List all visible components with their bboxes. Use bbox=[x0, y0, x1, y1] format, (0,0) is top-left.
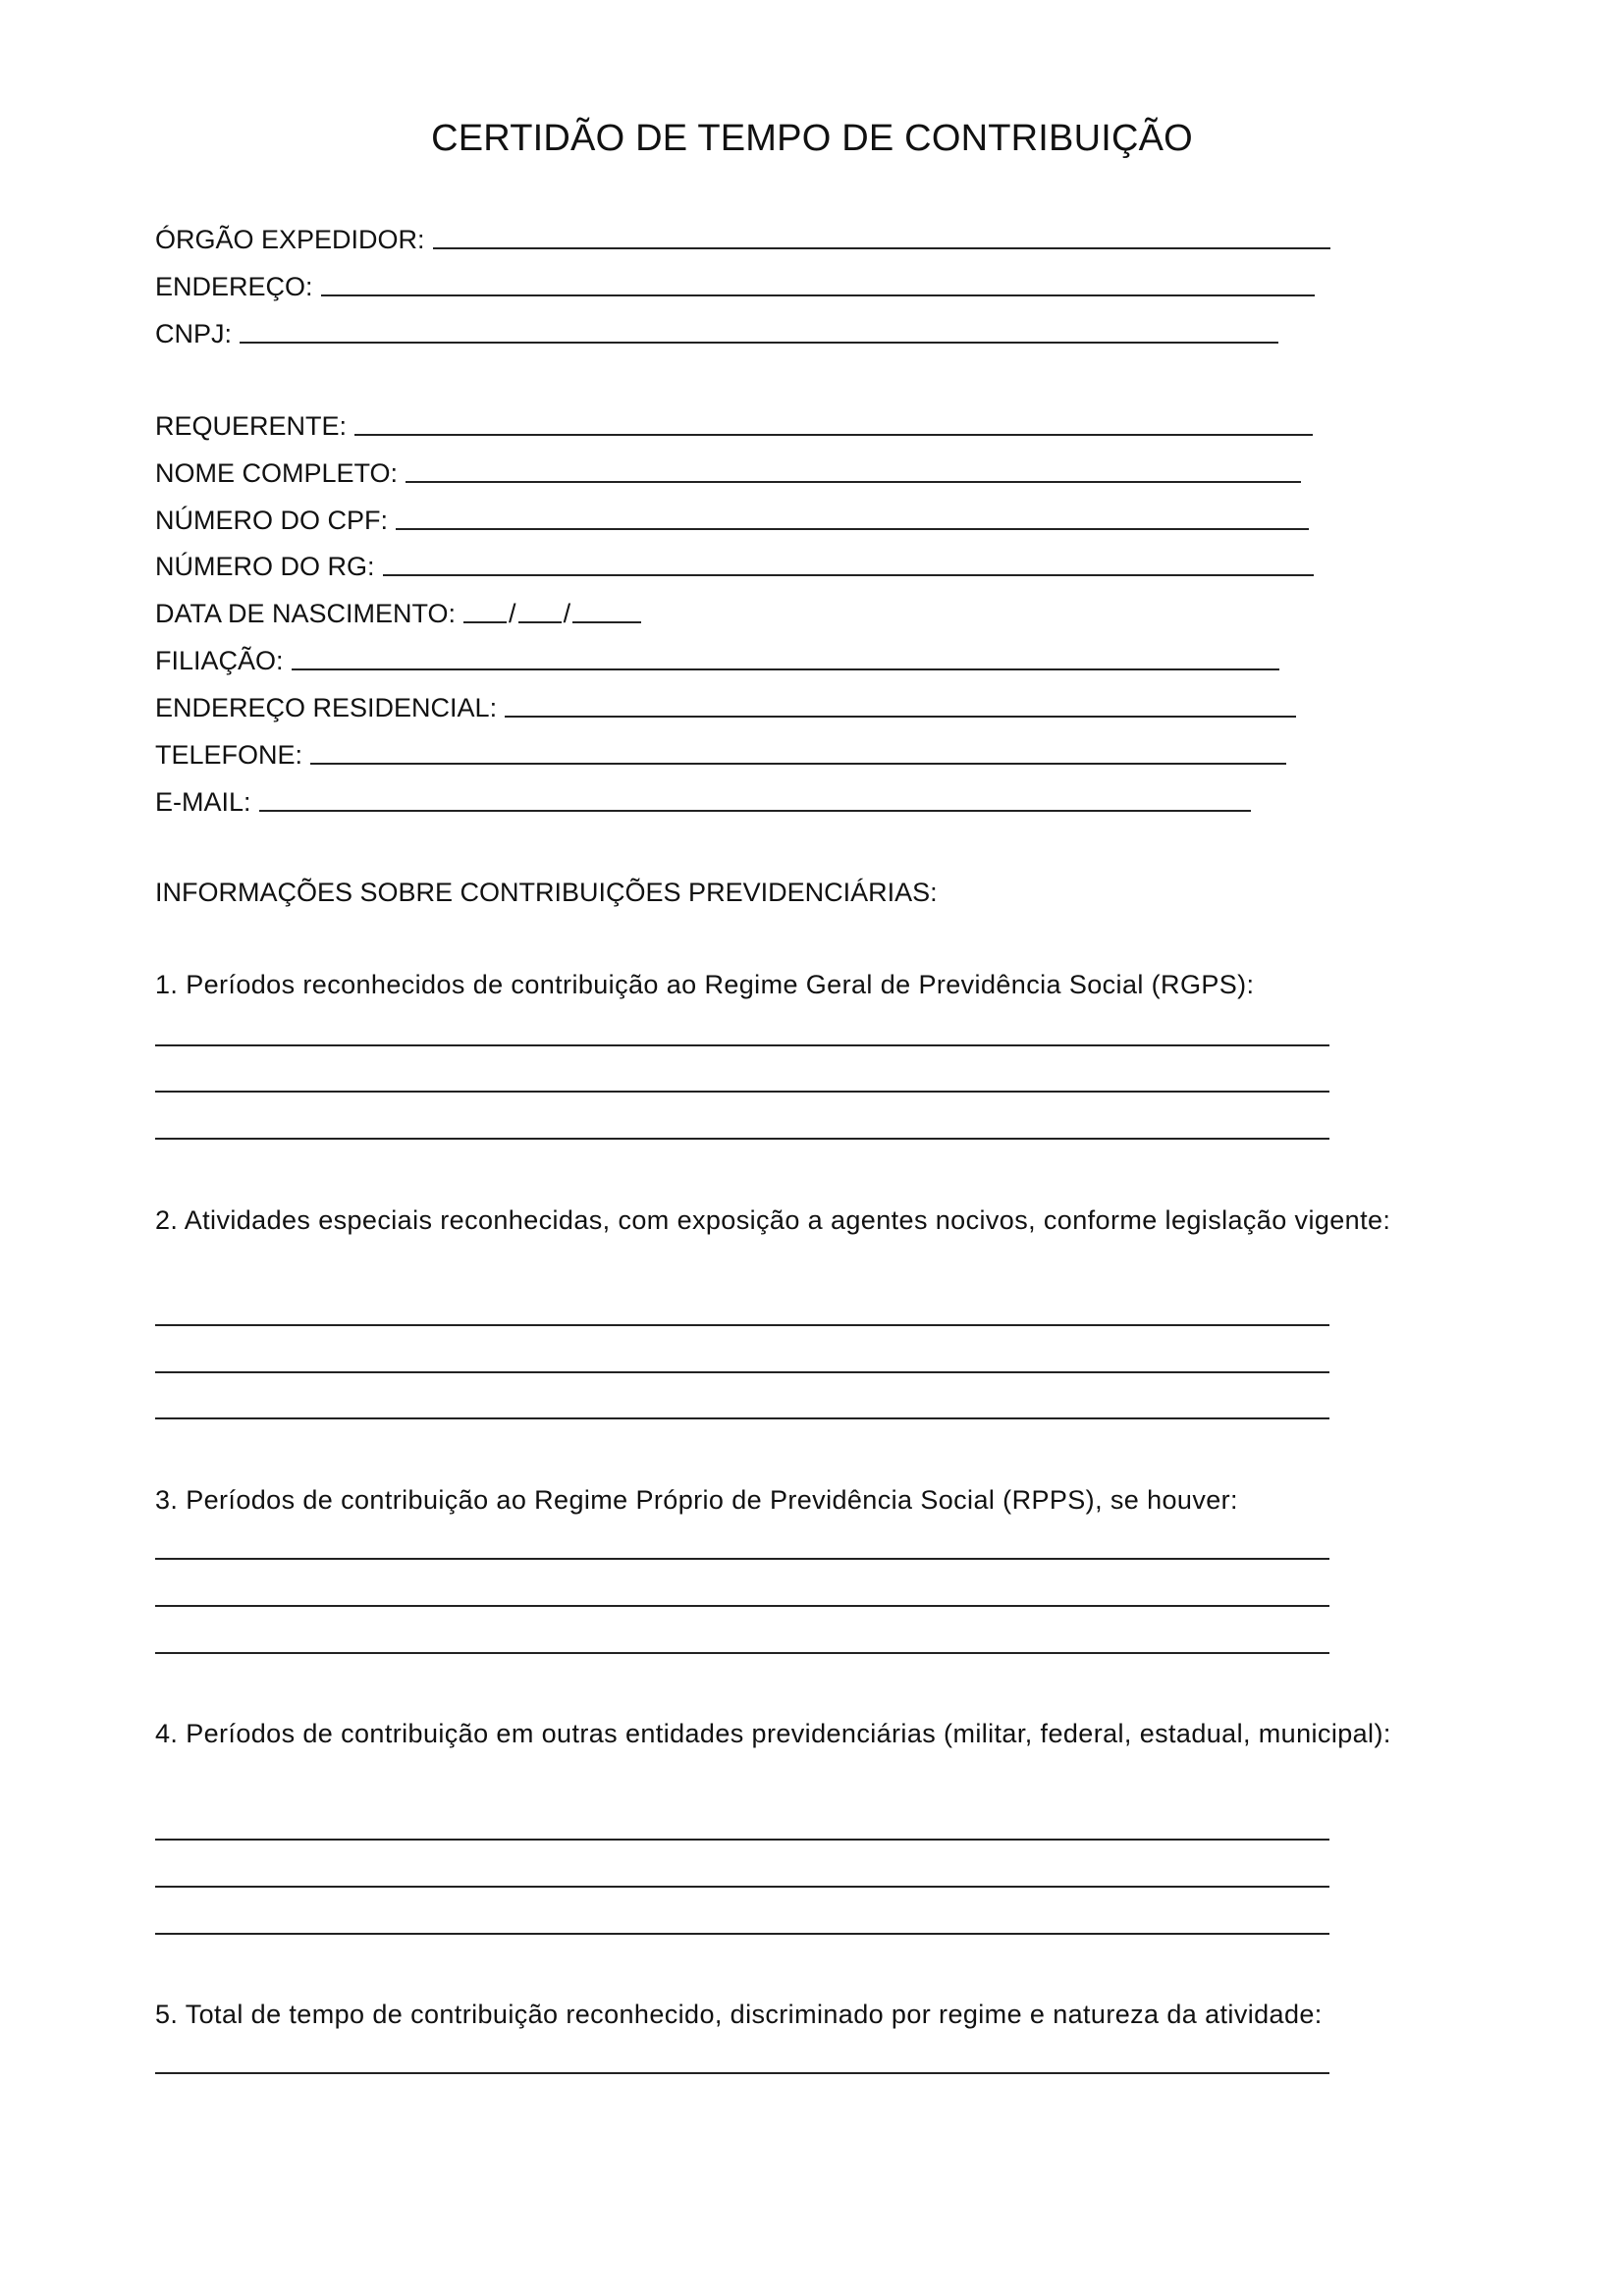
orgao-expedidor-label: ÓRGÃO EXPEDIDOR: bbox=[155, 225, 425, 254]
email-blank[interactable] bbox=[259, 810, 1251, 812]
answer-line-3-1[interactable] bbox=[155, 1558, 1329, 1560]
endereco-residencial-blank[interactable] bbox=[505, 716, 1296, 718]
answer-line-2-2[interactable] bbox=[155, 1371, 1329, 1373]
question-3: 3. Períodos de contribuição ao Regime Próprio de Previdência Social (RPPS), se houver: bbox=[155, 1485, 1238, 1515]
nome-completo-blank[interactable] bbox=[406, 481, 1301, 483]
endereco-residencial-label: ENDEREÇO RESIDENCIAL: bbox=[155, 693, 498, 722]
answer-line-5-1[interactable] bbox=[155, 2072, 1329, 2074]
telefone-field bbox=[155, 735, 1286, 771]
endereco-residencial-field bbox=[155, 688, 1296, 723]
answer-line-4-2[interactable] bbox=[155, 1886, 1329, 1888]
email-label: E-MAIL: bbox=[155, 787, 251, 817]
date-separator: / bbox=[509, 599, 516, 628]
question-2: 2. Atividades especiais reconhecidas, com exposição a agentes nocivos, conforme legislação vigente: bbox=[155, 1205, 1391, 1235]
rg-label: NÚMERO DO RG: bbox=[155, 552, 375, 581]
cnpj-field bbox=[155, 314, 1278, 349]
cpf-field bbox=[155, 501, 1309, 536]
data-nascimento-label: DATA DE NASCIMENTO: bbox=[155, 599, 457, 628]
cnpj-label: CNPJ: bbox=[155, 319, 233, 348]
data-nascimento-field bbox=[155, 594, 641, 629]
requerente-label: REQUERENTE: bbox=[155, 411, 348, 441]
nome-completo-field bbox=[155, 454, 1301, 489]
month-blank[interactable] bbox=[518, 621, 562, 623]
filiacao-label: FILIAÇÃO: bbox=[155, 646, 284, 675]
orgao-expedidor-field bbox=[155, 220, 1330, 255]
email-field bbox=[155, 782, 1251, 818]
answer-line-4-3[interactable] bbox=[155, 1933, 1329, 1935]
contributions-heading: INFORMAÇÕES SOBRE CONTRIBUIÇÕES PREVIDENCIÁRIAS: bbox=[155, 878, 938, 907]
endereco-field bbox=[155, 267, 1315, 302]
filiacao-field bbox=[155, 641, 1279, 676]
telefone-blank[interactable] bbox=[310, 763, 1286, 765]
answer-line-3-2[interactable] bbox=[155, 1605, 1329, 1607]
rg-field bbox=[155, 547, 1314, 582]
endereco-label: ENDEREÇO: bbox=[155, 272, 313, 301]
filiacao-blank[interactable] bbox=[292, 668, 1279, 670]
data-nascimento-input[interactable] bbox=[463, 598, 641, 629]
answer-line-1-3[interactable] bbox=[155, 1138, 1329, 1140]
nome-completo-label: NOME COMPLETO: bbox=[155, 458, 399, 488]
telefone-label: TELEFONE: bbox=[155, 740, 303, 770]
requerente-blank[interactable] bbox=[354, 434, 1313, 436]
question-4: 4. Períodos de contribuição em outras entidades previdenciárias (militar, federal, estadual, municipal): bbox=[155, 1719, 1391, 1748]
question-1: 1. Períodos reconhecidos de contribuição ao Regime Geral de Previdência Social (RGPS): bbox=[155, 970, 1255, 999]
answer-line-2-1[interactable] bbox=[155, 1324, 1329, 1326]
cnpj-blank[interactable] bbox=[240, 342, 1278, 344]
document-title: CERTIDÃO DE TEMPO DE CONTRIBUIÇÃO bbox=[431, 118, 1193, 159]
day-blank[interactable] bbox=[463, 621, 507, 623]
question-5: 5. Total de tempo de contribuição reconhecido, discriminado por regime e natureza da atividade: bbox=[155, 2000, 1323, 2029]
answer-line-3-3[interactable] bbox=[155, 1652, 1329, 1654]
cpf-label: NÚMERO DO CPF: bbox=[155, 506, 389, 535]
cpf-blank[interactable] bbox=[396, 528, 1309, 530]
rg-blank[interactable] bbox=[383, 574, 1314, 576]
answer-line-1-1[interactable] bbox=[155, 1044, 1329, 1046]
endereco-blank[interactable] bbox=[321, 294, 1315, 296]
answer-line-1-2[interactable] bbox=[155, 1091, 1329, 1093]
answer-line-2-3[interactable] bbox=[155, 1417, 1329, 1419]
year-blank[interactable] bbox=[572, 621, 641, 623]
requerente-field bbox=[155, 406, 1313, 442]
orgao-expedidor-blank[interactable] bbox=[433, 247, 1330, 249]
date-separator: / bbox=[563, 599, 571, 628]
answer-line-4-1[interactable] bbox=[155, 1839, 1329, 1841]
